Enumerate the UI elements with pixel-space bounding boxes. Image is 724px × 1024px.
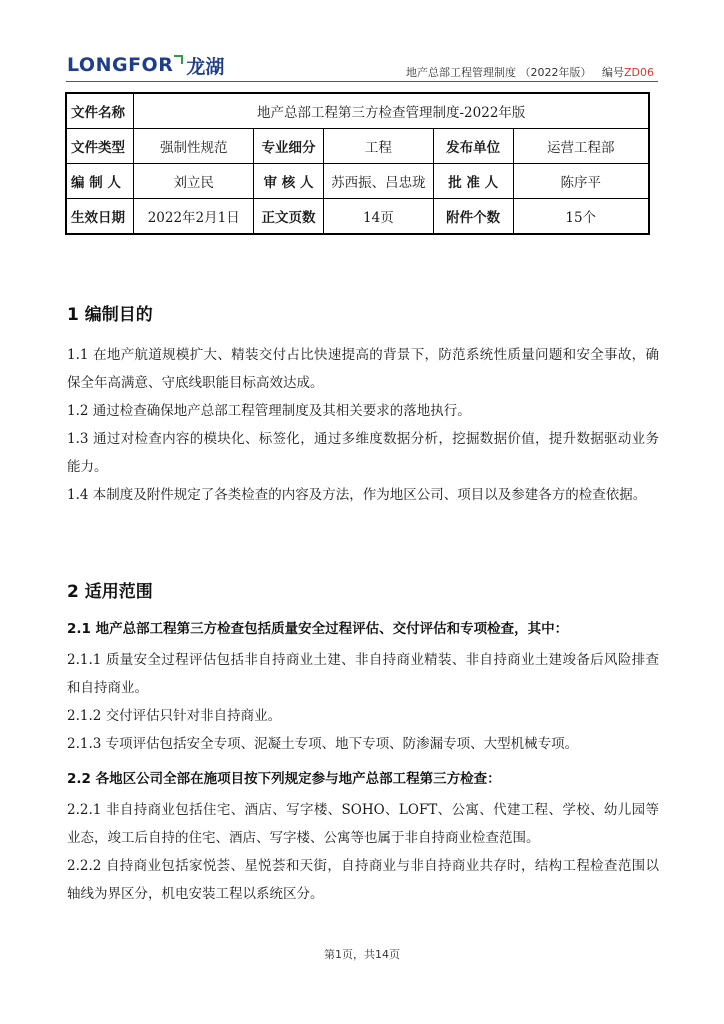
label-publisher: 发布单位 [433, 129, 513, 164]
header-code-label: 编号 [601, 66, 624, 79]
paragraph-1-2: 1.2 通过检查确保地产总部工程管理制度及其相关要求的落地执行。 [67, 403, 471, 419]
paragraph-2-2-1: 2.2.1 非自持商业包括住宅、酒店、写字楼、SOHO、LOFT、公寓、代建工程、学校、幼儿园等业态，竣工后自持的住宅、酒店、写字楼、公寓等也属于非自持商业检查范围。 [67, 802, 659, 846]
paragraph-1-1: 1.1 在地产航道规模扩大、精装交付占比快速提高的背景下，防范系统性质量问题和安全事故，确保全年高满意、守底线职能目标高效达成。 [67, 347, 659, 391]
label-reviewer: 审 核 人 [254, 164, 324, 199]
header-doc-title: 地产总部工程管理制度 （2022年版） [405, 66, 592, 79]
label-file-type: 文件类型 [66, 129, 134, 164]
label-approver: 批 准 人 [433, 164, 513, 199]
paragraph-2-2-2: 2.2.2 自持商业包括家悦荟、星悦荟和天街，自持商业与非自持商业共存时，结构工程检查范围以轴线为界区分，机电安装工程以系统区分。 [67, 858, 659, 902]
value-attachment-count: 15个 [513, 199, 649, 235]
value-page-count: 14页 [323, 199, 433, 235]
subsection-2-1-heading: 2.1 地产总部工程第三方检查包括质量安全过程评估、交付评估和专项检查，其中： [67, 621, 569, 637]
value-specialty: 工程 [323, 129, 433, 164]
header-code-value: ZD06 [623, 66, 654, 79]
table-row [66, 129, 649, 164]
subsection-2-2-heading: 2.2 各地区公司全部在施项目按下列规定参与地产总部工程第三方检查： [67, 771, 501, 787]
table-row [66, 164, 649, 199]
label-attachment-count: 附件个数 [433, 199, 513, 235]
paragraph-1-4: 1.4 本制度及附件规定了各类检查的内容及方法，作为地区公司、项目以及参建各方的检查依据。 [67, 487, 647, 503]
logo-mark-icon [174, 55, 183, 64]
value-author: 刘立民 [134, 164, 254, 199]
value-approver: 陈序平 [513, 164, 649, 199]
label-effective-date: 生效日期 [66, 199, 134, 235]
value-file-name: 地产总部工程第三方检查管理制度-2022年版 [134, 93, 649, 129]
table-row [66, 93, 649, 129]
section-2-heading: 2 适用范围 [67, 582, 153, 602]
logo-chinese-text: 龙湖 [186, 55, 225, 78]
longfor-logo [67, 52, 224, 78]
header-divider [66, 81, 658, 82]
paragraph-2-1-2: 2.1.2 交付评估只针对非自持商业。 [67, 708, 282, 724]
value-publisher: 运营工程部 [513, 129, 649, 164]
label-specialty: 专业细分 [254, 129, 324, 164]
page-footer: 第1页，共14页 [324, 948, 400, 961]
value-effective-date: 2022年2月1日 [134, 199, 254, 235]
label-author: 编 制 人 [66, 164, 134, 199]
paragraph-2-1-3: 2.1.3 专项评估包括安全专项、泥凝土专项、地下专项、防渗漏专项、大型机械专项。 [67, 736, 579, 752]
header-doc-info [406, 64, 654, 80]
section-1-heading: 1 编制目的 [67, 305, 153, 325]
label-file-name: 文件名称 [66, 93, 134, 129]
document-info-table [65, 92, 650, 235]
paragraph-1-3: 1.3 通过对检查内容的模块化、标签化，通过多维度数据分析，挖掘数据价值，提升数据驱动业务能力。 [67, 431, 659, 475]
paragraph-2-1-1: 2.1.1 质量安全过程评估包括非自持商业土建、非自持商业精装、非自持商业土建竣备后风险排查和自持商业。 [67, 652, 659, 696]
label-page-count: 正文页数 [254, 199, 324, 235]
logo-latin-text: LONGFOR [67, 54, 174, 76]
table-row [66, 199, 649, 235]
value-reviewer: 苏西振、吕忠珑 [323, 164, 433, 199]
value-file-type: 强制性规范 [134, 129, 254, 164]
